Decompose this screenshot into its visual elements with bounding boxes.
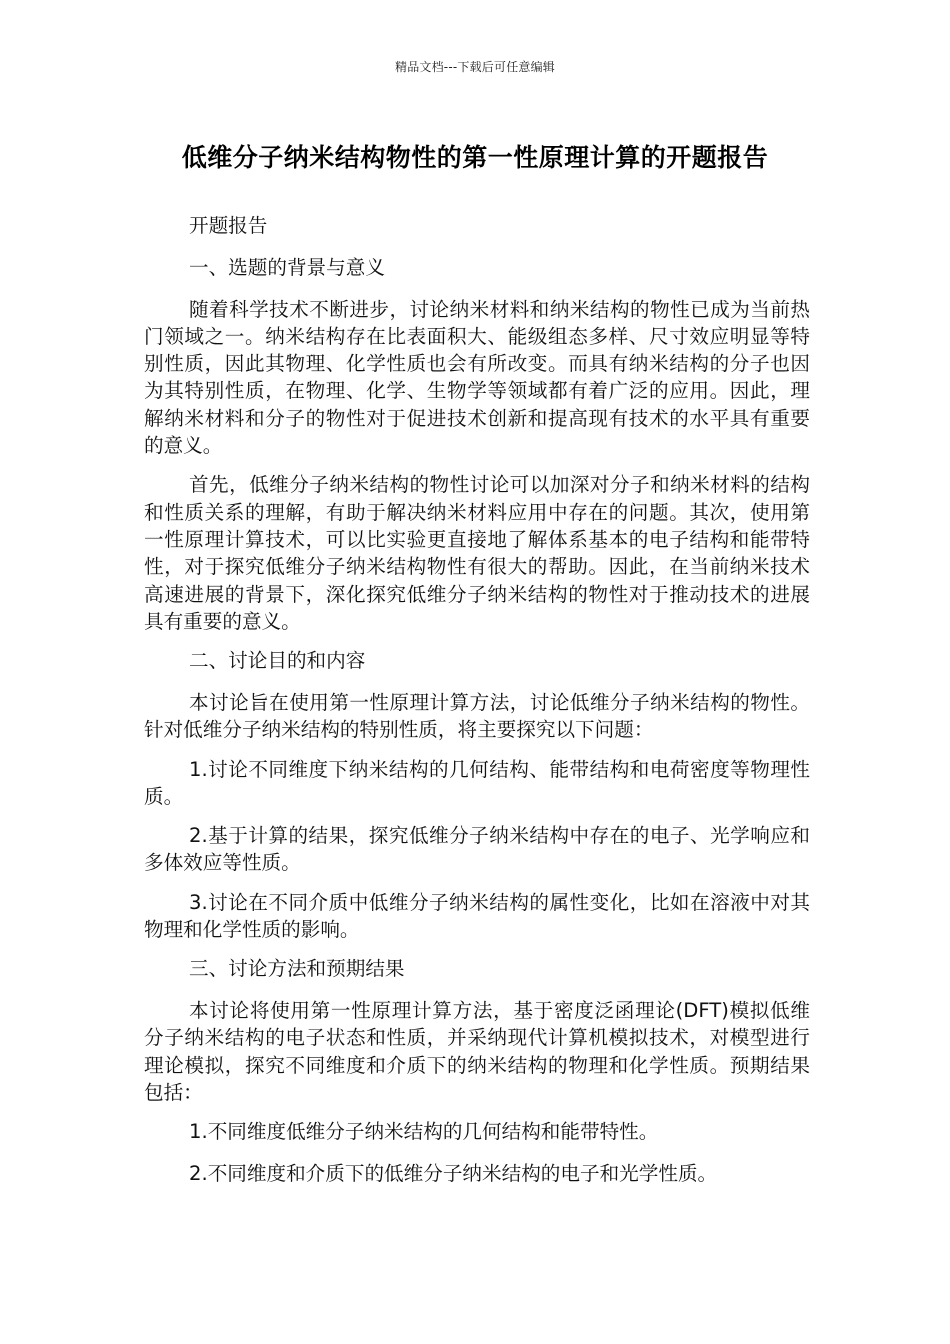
- list-item: 2.基于计算的结果，探究低维分子纳米结构中存在的电子、光学响应和多体效应等性质。: [144, 824, 810, 875]
- document-title: 低维分子纳米结构物性的第一性原理计算的开题报告: [181, 143, 769, 172]
- list-item: 1.讨论不同维度下纳米结构的几何结构、能带结构和电荷密度等物理性质。: [144, 757, 810, 808]
- paragraph-background: 随着科学技术不断进步，讨论纳米材料和纳米结构的物性已成为当前热门领域之一。纳米结构存在比表面积大、能级组态多样、尺寸效应明显等特别性质，因此其物理、化学性质也会有所改变。而具有纳米结构的分子也因为其特别性质，在物理、化学、生物学等领域都有着广泛的应用。因此，理解纳米材料和分子的物性对于促进技术创新和提高现有技术的水平具有重要的意义。: [144, 297, 810, 458]
- paragraph-method: 本讨论将使用第一性原理计算方法，基于密度泛函理论(DFT)模拟低维分子纳米结构的电子状态和性质，并采纳现代计算机模拟技术，对模型进行理论模拟，探究不同维度和介质下的纳米结构的物理和化学性质。预期结果包括：: [144, 999, 810, 1105]
- section-heading-3: 三、讨论方法和预期结果: [189, 957, 405, 981]
- list-item: 3.讨论在不同介质中低维分子纳米结构的属性变化，比如在溶液中对其物理和化学性质的影响。: [144, 890, 810, 942]
- list-item: 2.不同维度和介质下的低维分子纳米结构的电子和光学性质。: [189, 1162, 718, 1186]
- header-note: 精品文档---下载后可任意编辑: [395, 60, 555, 74]
- paragraph-purpose: 本讨论旨在使用第一性原理计算方法，讨论低维分子纳米结构的物性。针对低维分子纳米结构的特别性质，将主要探究以下问题：: [144, 690, 810, 742]
- paragraph-significance: 首先，低维分子纳米结构的物性讨论可以加深对分子和纳米材料的结构和性质关系的理解，有助于解决纳米材料应用中存在的问题。其次，使用第一性原理计算技术，可以比实验更直接地了解体系基本的电子结构和能带特性，对于探究低维分子纳米结构物性有很大的帮助。因此，在当前纳米技术高速进展的背景下，深化探究低维分子纳米结构的物性对于推动技术的进展具有重要的意义。: [144, 473, 810, 633]
- list-item: 1.不同维度低维分子纳米结构的几何结构和能带特性。: [189, 1120, 659, 1144]
- heading-report: 开题报告: [189, 214, 268, 237]
- section-heading-1: 一、选题的背景与意义: [189, 255, 385, 279]
- document-body: [144, 212, 810, 1202]
- section-heading-2: 二、讨论目的和内容: [189, 649, 366, 673]
